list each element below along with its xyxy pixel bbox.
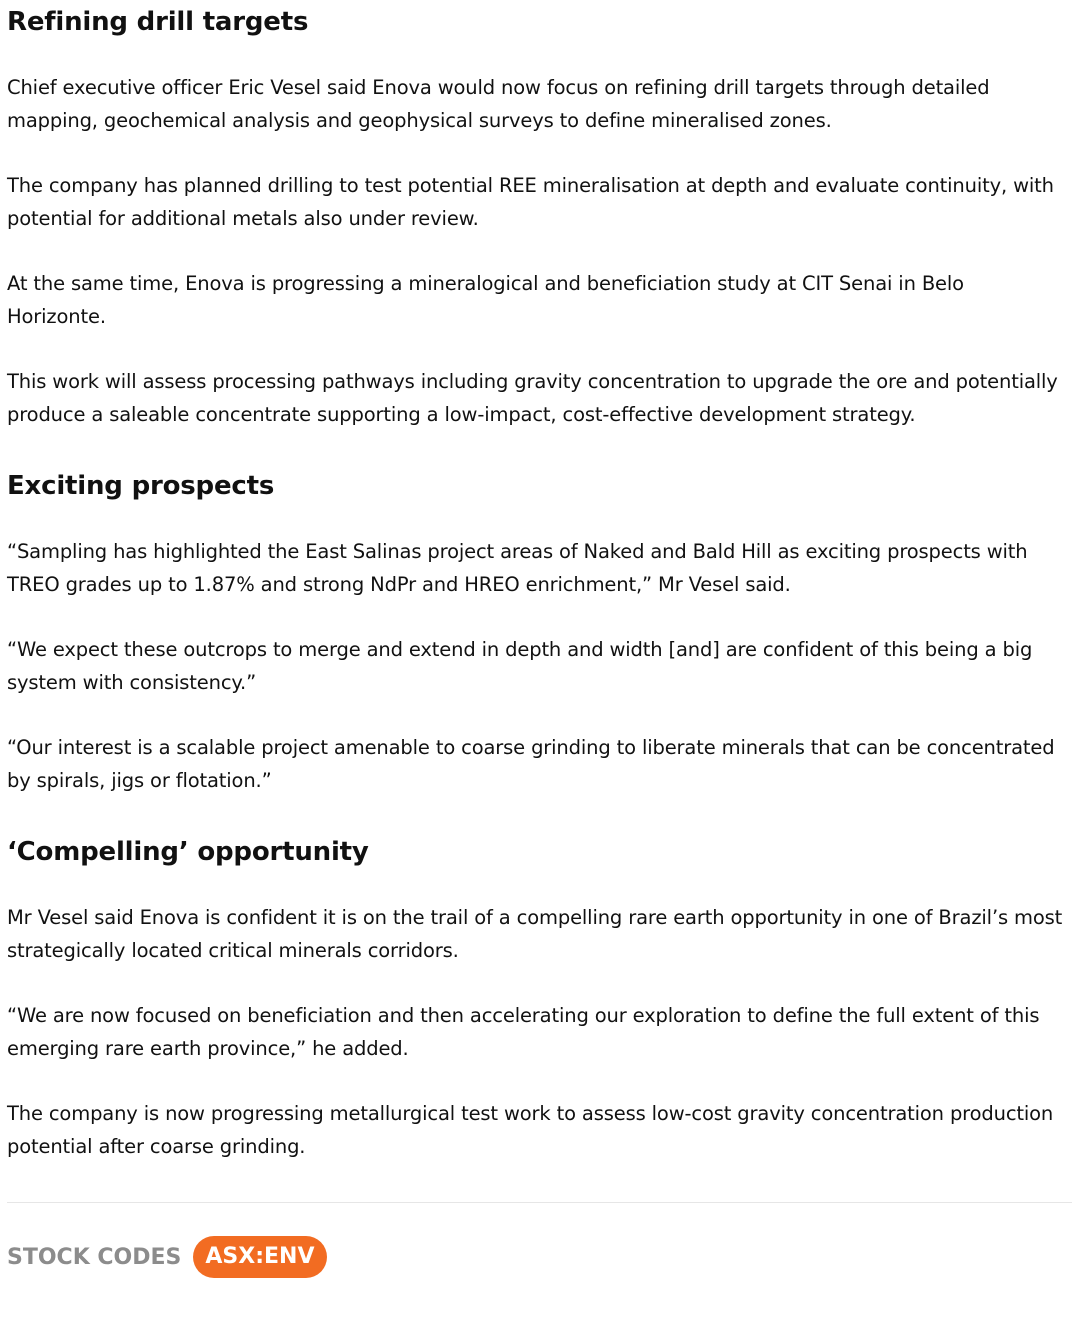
paragraph: “We expect these outcrops to merge and extend in depth and width [and] are confident of this being a big system with consistency.” [7, 638, 1033, 694]
paragraph: Chief executive officer Eric Vesel said Enova would now focus on refining drill targets through detailed mapping, geochemical analysis and geophysical surveys to define mineralised zones. [7, 76, 990, 132]
paragraph: “We are now focused on beneficiation and then accelerating our exploration to define the full extent of this emerging rare earth province,” he added. [7, 1004, 1040, 1060]
stock-codes-label: STOCK CODES [7, 1244, 182, 1270]
paragraph: The company is now progressing metallurgical test work to assess low-cost gravity concentration production potential after coarse grinding. [7, 1102, 1054, 1158]
paragraph: This work will assess processing pathways including gravity concentration to upgrade the ore and potentially produce a saleable concentrate supporting a low-impact, cost-effective development strategy. [7, 370, 1058, 426]
stock-code-badge[interactable]: ASX:ENV [193, 1236, 326, 1278]
divider [7, 1202, 1072, 1203]
section-heading: Exciting prospects [7, 471, 275, 501]
paragraph: Mr Vesel said Enova is confident it is on the trail of a compelling rare earth opportunity in one of Brazil’s most strategically located critical minerals corridors. [7, 906, 1063, 962]
paragraph: The company has planned drilling to test potential REE mineralisation at depth and evaluate continuity, with potential for additional metals also under review. [7, 174, 1054, 230]
article-body [0, 6, 1067, 1278]
stock-codes-row [7, 1236, 1067, 1278]
section-heading: ‘Compelling’ opportunity [7, 837, 369, 867]
paragraph: “Our interest is a scalable project amenable to coarse grinding to liberate minerals that can be concentrated by spirals, jigs or flotation.” [7, 736, 1055, 792]
paragraph: “Sampling has highlighted the East Salinas project areas of Naked and Bald Hill as exciting prospects with TREO grades up to 1.87% and strong NdPr and HREO enrichment,” Mr Vesel said. [7, 540, 1028, 596]
paragraph: At the same time, Enova is progressing a mineralogical and beneficiation study at CIT Senai in Belo Horizonte. [7, 272, 964, 328]
section-heading: Refining drill targets [7, 7, 309, 37]
